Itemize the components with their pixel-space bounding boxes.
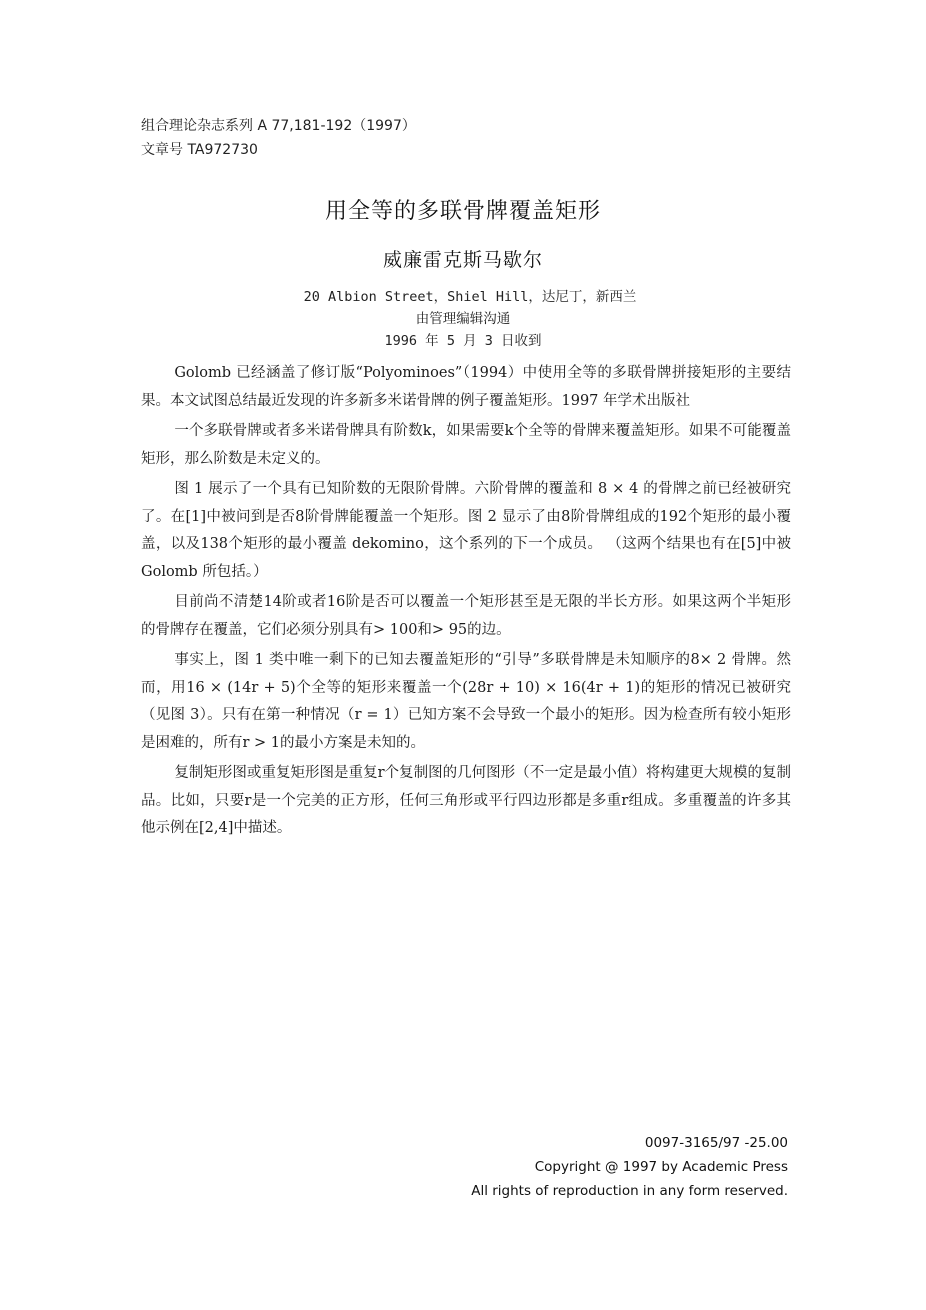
- author-address: 20 Albion Street，Shiel Hill，达尼丁，新西兰: [303, 289, 637, 305]
- paper-title: 用全等的多联骨牌覆盖矩形: [324, 199, 601, 224]
- paper-body: [141, 360, 791, 846]
- journal-header: [141, 114, 416, 162]
- body-paragraph: 一个多联骨牌或者多米诺骨牌具有阶数k，如果需要k个全等的骨牌来覆盖矩形。如果不可能覆盖矩形，那么阶数是未定义的。: [141, 423, 791, 467]
- copyright-footer: [471, 1131, 788, 1203]
- received-date: 1996 年 5 月 3 日收到: [384, 333, 542, 349]
- price-code: 0097-3165/97 -25.00: [644, 1135, 788, 1151]
- copyright-line: Copyright @ 1997 by Academic Press: [534, 1159, 788, 1175]
- author-name: 威廉雷克斯马歇尔: [382, 249, 543, 271]
- abstract-paragraph: Golomb 已经涵盖了修订版“Polyominoes”（1994）中使用全等的多联骨牌拼接矩形的主要结果。本文试图总结最近发现的许多新多米诺骨牌的例子覆盖矩形。1997 年学术出版社: [141, 365, 791, 409]
- rights-line: All rights of reproduction in any form reserved.: [471, 1183, 788, 1199]
- body-paragraph: 目前尚不清楚14阶或者16阶是否可以覆盖一个矩形甚至是无限的半长方形。如果这两个半矩形的骨牌存在覆盖，它们必须分别具有> 100和> 95的边。: [141, 594, 791, 638]
- body-paragraph: 复制矩形图或重复矩形图是重复r个复制图的几何图形（不一定是最小值）将构建更大规模的复制品。比如，只要r是一个完美的正方形，任何三角形或平行四边形都是多重r组成。多重覆盖的许多其他示例在[2,4]中描述。: [141, 765, 791, 836]
- article-number: 文章号 TA972730: [141, 142, 258, 158]
- body-paragraph: 图 1 展示了一个具有已知阶数的无限阶骨牌。六阶骨牌的覆盖和 8 × 4 的骨牌之前已经被研究了。在[1]中被问到是否8阶骨牌能覆盖一个矩形。图 2 显示了由8阶骨牌组成的192个矩形的最小覆盖，以及138个矩形的最小覆盖 dekomino，这个系列的下一个成员。 （这两个结果也有在[5]中被 Golomb 所包括。）: [141, 481, 791, 580]
- communicated-by: 由管理编辑沟通: [415, 311, 511, 327]
- journal-citation: 组合理论杂志系列 A 77,181-192（1997）: [141, 118, 416, 134]
- body-paragraph: 事实上，图 1 类中唯一剩下的已知去覆盖矩形的“引导”多联骨牌是未知顺序的8× 2 骨牌。然而，用16 × (14r + 5)个全等的矩形来覆盖一个(28r + 10) × 16(4r + 1)的矩形的情况已被研究（见图 3）。只有在第一种情况（r = 1）已知方案不会导致一个最小的矩形。因为检查所有较小矩形是困难的，所有r > 1的最小方案是未知的。: [141, 652, 791, 751]
- affiliation-block: [0, 286, 926, 352]
